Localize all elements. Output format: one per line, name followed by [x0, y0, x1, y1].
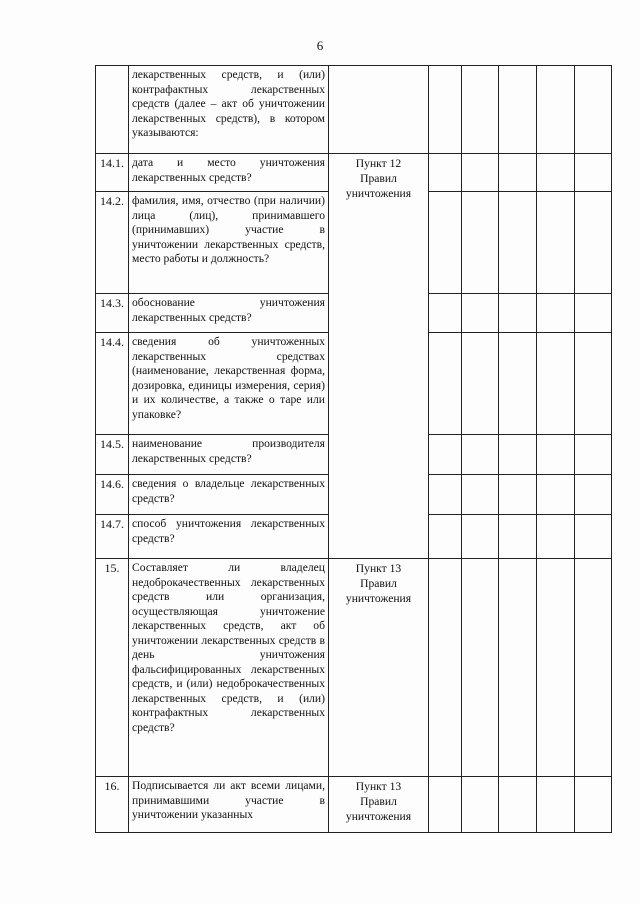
answer-cell: [462, 154, 499, 192]
row-number: [96, 66, 129, 154]
question-text: наименование производителя лекарственных средств?: [129, 435, 329, 475]
table-row: [96, 559, 612, 777]
answer-cell: [537, 435, 575, 475]
row-number: 14.7.: [96, 515, 129, 559]
legal-reference: Пункт 13 Правил уничтожения: [329, 559, 429, 777]
question-text: способ уничтожения лекарственных средств?: [129, 515, 329, 559]
answer-cell: [462, 777, 499, 833]
question-text: Подписывается ли акт всеми лицами, принимавшими участие в уничтожении указанных: [129, 777, 329, 833]
answer-cell: [575, 777, 612, 833]
row-number: 14.4.: [96, 333, 129, 435]
answer-cell: [499, 294, 537, 333]
answer-cell: [575, 475, 612, 515]
answer-cell: [499, 777, 537, 833]
row-number: 15.: [96, 559, 129, 777]
table-row: [96, 777, 612, 833]
answer-cell: [429, 515, 462, 559]
answer-cell: [537, 559, 575, 777]
answer-cell: [537, 294, 575, 333]
answer-cell: [462, 192, 499, 294]
table-row: [96, 154, 612, 192]
answer-cell: [537, 66, 575, 154]
row-number: 14.5.: [96, 435, 129, 475]
answer-cell: [429, 333, 462, 435]
answer-cell: [499, 66, 537, 154]
question-text: сведения о владельце лекарственных средств?: [129, 475, 329, 515]
row-number: 16.: [96, 777, 129, 833]
answer-cell: [575, 66, 612, 154]
question-text: дата и место уничтожения лекарственных средств?: [129, 154, 329, 192]
question-text: фамилия, имя, отчество (при наличии) лица (лиц), принимавшего (принимавших) участие в уничтожении лекарственных средств, место работы и должность?: [129, 192, 329, 294]
question-text: лекарственных средств, и (или) контрафактных лекарственных средств (далее – акт об уничтожении лекарственных средств), в котором указываются:: [129, 66, 329, 154]
answer-cell: [537, 333, 575, 435]
answer-cell: [429, 475, 462, 515]
answer-cell: [537, 515, 575, 559]
answer-cell: [537, 777, 575, 833]
answer-cell: [575, 333, 612, 435]
answer-cell: [537, 192, 575, 294]
answer-cell: [499, 475, 537, 515]
legal-reference: Пункт 12 Правил уничтожения: [329, 154, 429, 559]
answer-cell: [429, 294, 462, 333]
answer-cell: [575, 559, 612, 777]
legal-reference: Пункт 13 Правил уничтожения: [329, 777, 429, 833]
answer-cell: [462, 559, 499, 777]
answer-cell: [462, 475, 499, 515]
answer-cell: [499, 435, 537, 475]
answer-cell: [462, 515, 499, 559]
answer-cell: [462, 66, 499, 154]
row-number: 14.1.: [96, 154, 129, 192]
answer-cell: [575, 192, 612, 294]
question-text: сведения об уничтоженных лекарственных средствах (наименование, лекарственная форма, дозировка, единицы измерения, серия) и их количестве, а также о таре или упаковке?: [129, 333, 329, 435]
answer-cell: [575, 294, 612, 333]
answer-cell: [499, 515, 537, 559]
answer-cell: [575, 154, 612, 192]
answer-cell: [462, 435, 499, 475]
answer-cell: [575, 435, 612, 475]
legal-reference: [329, 66, 429, 154]
answer-cell: [429, 777, 462, 833]
checklist-table: [95, 65, 612, 833]
page-number: 6: [316, 38, 324, 53]
answer-cell: [429, 66, 462, 154]
row-number: 14.2.: [96, 192, 129, 294]
row-number: 14.6.: [96, 475, 129, 515]
answer-cell: [429, 559, 462, 777]
answer-cell: [462, 333, 499, 435]
answer-cell: [499, 559, 537, 777]
answer-cell: [429, 435, 462, 475]
answer-cell: [499, 192, 537, 294]
answer-cell: [537, 475, 575, 515]
answer-cell: [429, 154, 462, 192]
answer-cell: [499, 333, 537, 435]
answer-cell: [537, 154, 575, 192]
answer-cell: [499, 154, 537, 192]
answer-cell: [429, 192, 462, 294]
table-row: [96, 66, 612, 154]
answer-cell: [575, 515, 612, 559]
question-text: обоснование уничтожения лекарственных средств?: [129, 294, 329, 333]
row-number: 14.3.: [96, 294, 129, 333]
question-text: Составляет ли владелец недоброкачественных лекарственных средств или организация, осуществляющая уничтожение лекарственных средств, акт об уничтожении лекарственных средств в день уничтожения фальсифицированных лекарственных средств, и (или) недоброкачественных лекарственных средств, и (или) контрафактных лекарственных средств?: [129, 559, 329, 777]
answer-cell: [462, 294, 499, 333]
